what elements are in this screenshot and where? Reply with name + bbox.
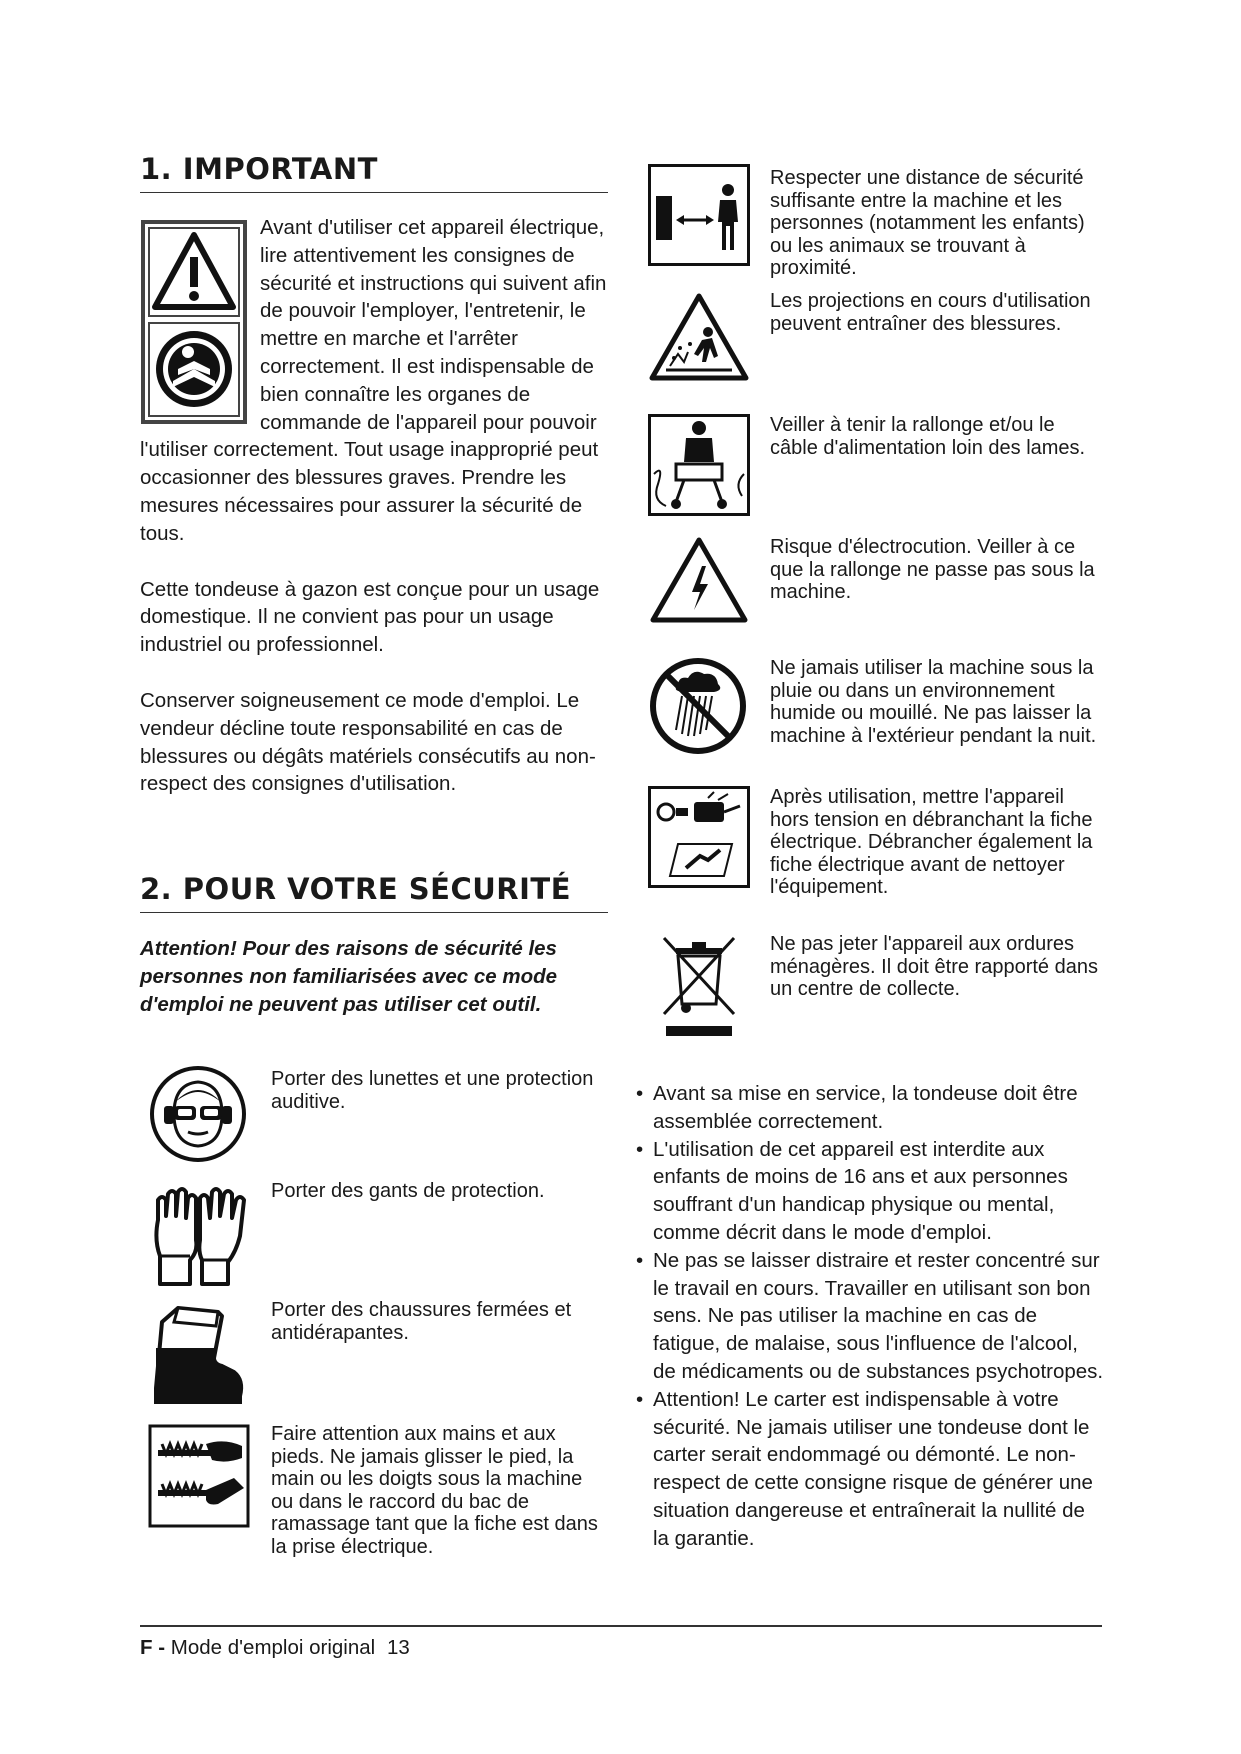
section1-intro: Avant d'utiliser cet appareil électrique, lire attentivement les consignes de sécurité et instructions qui suivent afin de pouvoir l'employer, l'entretenir, le mettre en marche et l'arrêter correctement. Il est indispensable de bien connaître les organes de commande de l'appareil pour pouvoir l'utiliser correctement. Tout usage inapproprié peut occasionner des blessures graves. Prendre les mesures nécessaires pour assurer la sécurité de tous. (140, 216, 607, 545)
list-item: • Ne pas se laisser distraire et rester concentré sur le travail en cours. Travailler en utilisant son bon sens. Ne pas utiliser la machine en cas de fatigue, de malaise, sous l'influence de l'alcool, de médicaments ou de substances psychotropes. (636, 1247, 1106, 1386)
electrocution-warning-icon (648, 536, 750, 624)
section2-heading-block (140, 872, 608, 1018)
gloves-icon (148, 1180, 248, 1290)
warning-text-goggles: Porter des lunettes et une protection auditive. (271, 1068, 594, 1113)
hands-feet-blades-icon (148, 1424, 250, 1528)
warning-text-projections: Les projections en cours d'utilisation peuvent entraîner des blessures. (770, 290, 1091, 335)
section2-heading: 2. POUR VOTRE SÉCURITÉ (140, 872, 608, 913)
cable-away-blades-icon (648, 414, 750, 516)
page-number: 13 (386, 1636, 410, 1659)
footer-rule (140, 1625, 1102, 1627)
left-column (140, 152, 608, 798)
warning-row-projections (648, 292, 1108, 402)
section1-heading: 1. IMPORTANT (140, 152, 608, 193)
warning-row-cable (648, 414, 1108, 524)
warning-text-boots: Porter des chaussures fermées et antidérapantes. (271, 1299, 572, 1344)
boots-icon (148, 1300, 248, 1410)
warning-text-electrocution: Risque d'électrocution. Veiller à ce que la rallonge ne passe pas sous la machine. (770, 536, 1095, 603)
warning-text-gloves: Porter des gants de protection. (271, 1180, 545, 1202)
safety-distance-icon (648, 164, 750, 266)
warning-text-weee: Ne pas jeter l'appareil aux ordures ménagères. Il doit être rapporté dans un centre de collecte. (770, 933, 1098, 1000)
section1-para2: Cette tondeuse à gazon est conçue pour un usage domestique. Il ne convient pas pour un usage industriel ou professionnel. (140, 577, 600, 657)
warning-text-cable: Veiller à tenir la rallonge et/ou le câble d'alimentation loin des lames. (770, 414, 1086, 459)
footer-prefix: F - (140, 1636, 166, 1659)
no-rain-icon (648, 656, 748, 756)
warning-text-hands-feet: Faire attention aux mains et aux pieds. Ne jamais glisser le pied, la main ou les doigts sous la machine ou dans le raccord du bac de ramassage tant que la fiche est dans la prise électrique. (271, 1423, 598, 1558)
warning-text-unplug: Après utilisation, mettre l'appareil hors tension en débranchant la fiche électrique. Débrancher également la fiche électrique avant de nettoyer l'équipement. (770, 786, 1093, 898)
attention-notice: Attention! Pour des raisons de sécurité les personnes non familiarisées avec ce mode d'emploi ne peuvent pas utiliser cet outil. (140, 937, 558, 1016)
projections-warning-icon (648, 292, 750, 382)
warning-row-boots (148, 1300, 608, 1410)
warning-text-rain: Ne jamais utiliser la machine sous la pluie ou dans un environnement humide ou mouillé. Ne pas laisser la machine à l'extérieur pendant la nuit. (770, 657, 1097, 747)
warning-row-goggles (148, 1064, 608, 1174)
weee-bin-icon (648, 934, 750, 1038)
warning-row-electrocution (648, 536, 1108, 646)
footer-label: Mode d'emploi original (170, 1636, 376, 1659)
list-item: • Attention! Le carter est indispensable à votre sécurité. Ne jamais utiliser une tondeuse dont le carter serait endommagé ou démonté. Le non-respect de cette consigne risque de générer une situation dangereuse et entraînerait la nullité de la garantie. (636, 1386, 1106, 1553)
warning-row-rain (648, 656, 1108, 776)
list-item: • Avant sa mise en service, la tondeuse doit être assemblée correctement. (636, 1080, 1106, 1136)
section1-para3: Conserver soigneusement ce mode d'emploi. Le vendeur décline toute responsabilité en cas de blessures ou dégâts matériels consécutifs au non-respect des consignes d'utilisation. (140, 688, 596, 796)
warning-row-unplug (648, 786, 1108, 926)
safety-bullets (636, 1080, 1106, 1553)
goggles-ear-protection-icon (148, 1064, 248, 1164)
warning-row-gloves (148, 1180, 608, 1290)
warning-row-hands-feet (148, 1424, 608, 1594)
list-item: • L'utilisation de cet appareil est interdite aux enfants de moins de 16 ans et aux personnes souffrant d'un handicap physique ou mental, comme décrit dans le mode d'emploi. (636, 1136, 1106, 1247)
footer (140, 1636, 410, 1660)
unplug-icon (648, 786, 750, 888)
warning-row-distance (648, 164, 1108, 284)
warning-text-distance: Respecter une distance de sécurité suffisante entre la machine et les personnes (notamment les enfants) ou les animaux se trouvant à proximité. (770, 167, 1085, 279)
warning-row-weee (648, 934, 1108, 1044)
warning-read-manual-icon (140, 219, 248, 425)
